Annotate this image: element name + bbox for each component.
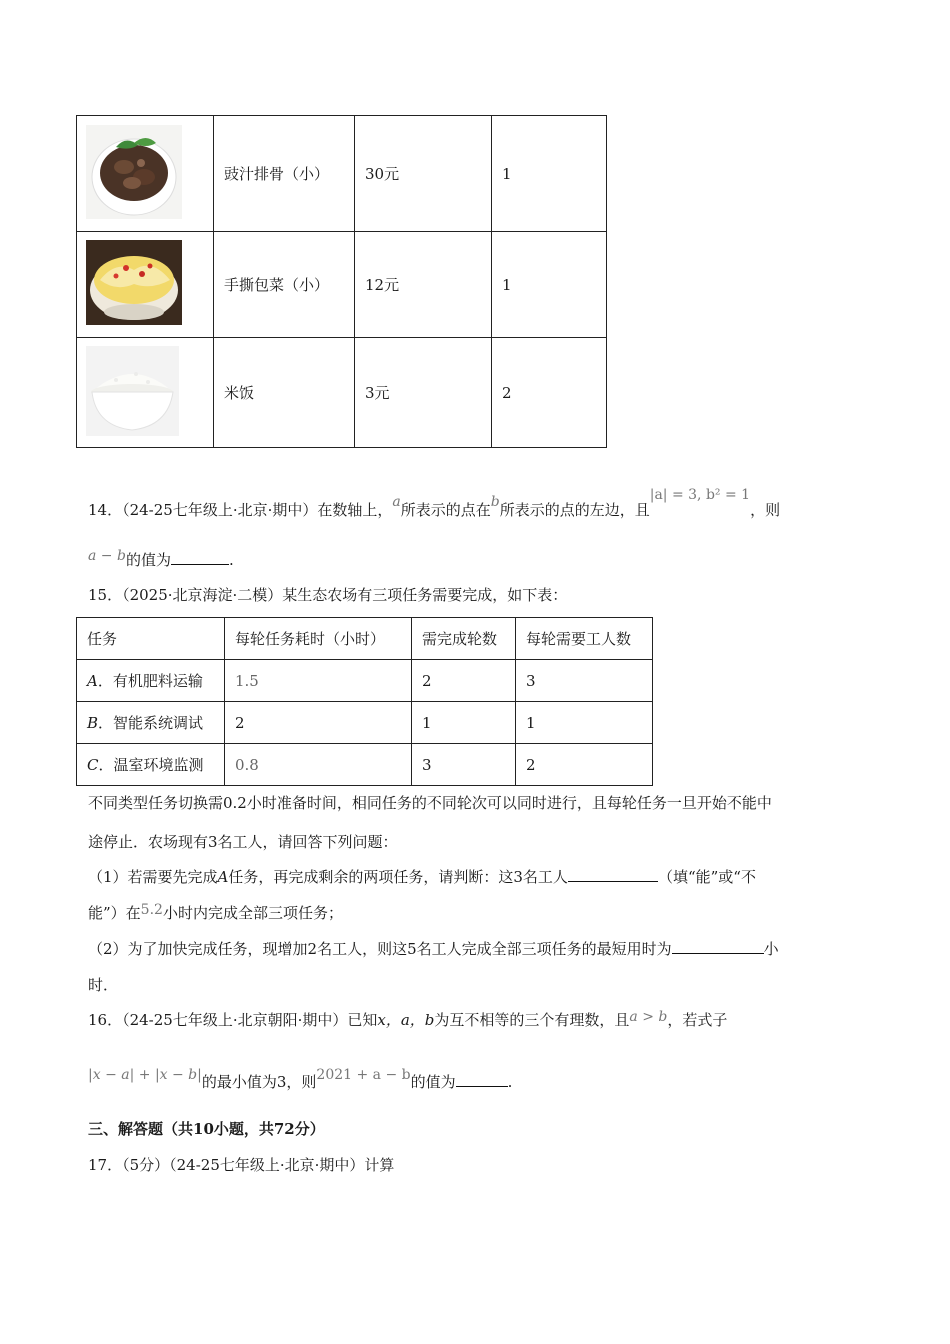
- math-condition: |a| = 3, b² = 1: [649, 487, 751, 503]
- question-15-part2-cont: 时．: [88, 976, 119, 994]
- hours-cell: 2: [225, 702, 412, 744]
- menu-item-qty: 1: [492, 116, 607, 232]
- menu-item-name: 手撕包菜（小）: [214, 232, 355, 338]
- question-number: 16．: [88, 1011, 123, 1029]
- task-table: [76, 617, 653, 786]
- answer-blank: [456, 1071, 508, 1087]
- table-header: 每轮任务耗时（小时）: [225, 618, 412, 660]
- menu-image-cell: [77, 232, 214, 338]
- question-14-line1: 14．（24-25七年级上·北京·期中）在数轴上，a所表示的点在b所表示的点的左边，且|a| = 3, b² = 1，则: [88, 487, 781, 519]
- task-name-cell: A．有机肥料运输: [77, 660, 225, 702]
- workers-cell: 3: [516, 660, 653, 702]
- math-number: 5.2: [140, 902, 163, 918]
- rounds-cell: 3: [412, 744, 516, 786]
- workers-cell: 1: [516, 702, 653, 744]
- answer-blank: [568, 866, 658, 882]
- menu-table: [76, 115, 607, 448]
- math-expression: a − b: [88, 548, 126, 564]
- menu-row: [77, 116, 607, 232]
- rice-photo: [86, 346, 179, 436]
- table-row: [77, 744, 653, 786]
- question-16-line1: 16．（24-25七年级上·北京朝阳·期中）已知x，a，b为互不相等的三个有理数，且a > b，若式子: [88, 1009, 728, 1029]
- math-expression: |x − a| + |x − b|: [88, 1067, 202, 1083]
- rounds-cell: 2: [412, 660, 516, 702]
- menu-item-price: 12元: [355, 232, 492, 338]
- section-heading: 三、解答题（共10小题，共72分）: [88, 1120, 325, 1138]
- table-header: 任务: [77, 618, 225, 660]
- workers-cell: 2: [516, 744, 653, 786]
- table-header: 需完成轮数: [412, 618, 516, 660]
- hours-cell: 1.5: [225, 660, 412, 702]
- menu-item-price: 3元: [355, 338, 492, 448]
- math-condition: a > b: [629, 1009, 668, 1025]
- math-var: b: [490, 494, 500, 510]
- answer-blank: [171, 549, 229, 565]
- menu-item-name: 米饭: [214, 338, 355, 448]
- hours-cell: 0.8: [225, 744, 412, 786]
- question-15-part2: （2）为了加快完成任务，现增加2名工人，则这5名工人完成全部三项任务的最短用时为 小: [88, 940, 779, 958]
- question-15-part1-cont: 能”）在5.2小时内完成全部三项任务；: [88, 902, 343, 922]
- table-row: [77, 702, 653, 744]
- math-var: a: [392, 494, 401, 510]
- menu-item-qty: 1: [492, 232, 607, 338]
- menu-image-cell: [77, 338, 214, 448]
- math-expression: 2021 + a − b: [316, 1067, 411, 1083]
- menu-item-name: 豉汁排骨（小）: [214, 116, 355, 232]
- question-17: 17．（5分）（24-25七年级上·北京·期中）计算: [88, 1156, 395, 1174]
- question-15-part1: （1）若需要先完成A任务，再完成剩余的两项任务，请判断：这3名工人 （填“能”或“不: [88, 868, 756, 886]
- menu-row: [77, 338, 607, 448]
- question-15-intro: 15．（2025·北京海淀·二模）某生态农场有三项任务需要完成，如下表：: [88, 586, 568, 604]
- answer-blank: [672, 938, 764, 954]
- menu-image-cell: [77, 116, 214, 232]
- task-name-cell: B．智能系统调试: [77, 702, 225, 744]
- rounds-cell: 1: [412, 702, 516, 744]
- table-header: 每轮需要工人数: [516, 618, 653, 660]
- table-header-row: [77, 618, 653, 660]
- question-number: 15．: [88, 586, 123, 604]
- menu-item-price: 30元: [355, 116, 492, 232]
- question-14-line2: a − b的值为 .: [88, 548, 234, 569]
- task-name-cell: C．温室环境监测: [77, 744, 225, 786]
- question-15-para1: 不同类型任务切换需0.2小时准备时间，相同任务的不同轮次可以同时进行，且每轮任务一旦开始不能中: [88, 794, 772, 812]
- menu-row: [77, 232, 607, 338]
- question-16-line2: |x − a| + |x − b|的最小值为3，则2021 + a − b的值为 .: [88, 1067, 513, 1091]
- question-number: 14．: [88, 501, 123, 519]
- question-number: 17．: [88, 1156, 123, 1174]
- question-15-para2: 途停止．农场现有3名工人，请回答下列问题：: [88, 833, 398, 851]
- table-row: [77, 660, 653, 702]
- menu-item-qty: 2: [492, 338, 607, 448]
- spare-ribs-photo: [86, 125, 182, 219]
- cabbage-photo: [86, 240, 182, 325]
